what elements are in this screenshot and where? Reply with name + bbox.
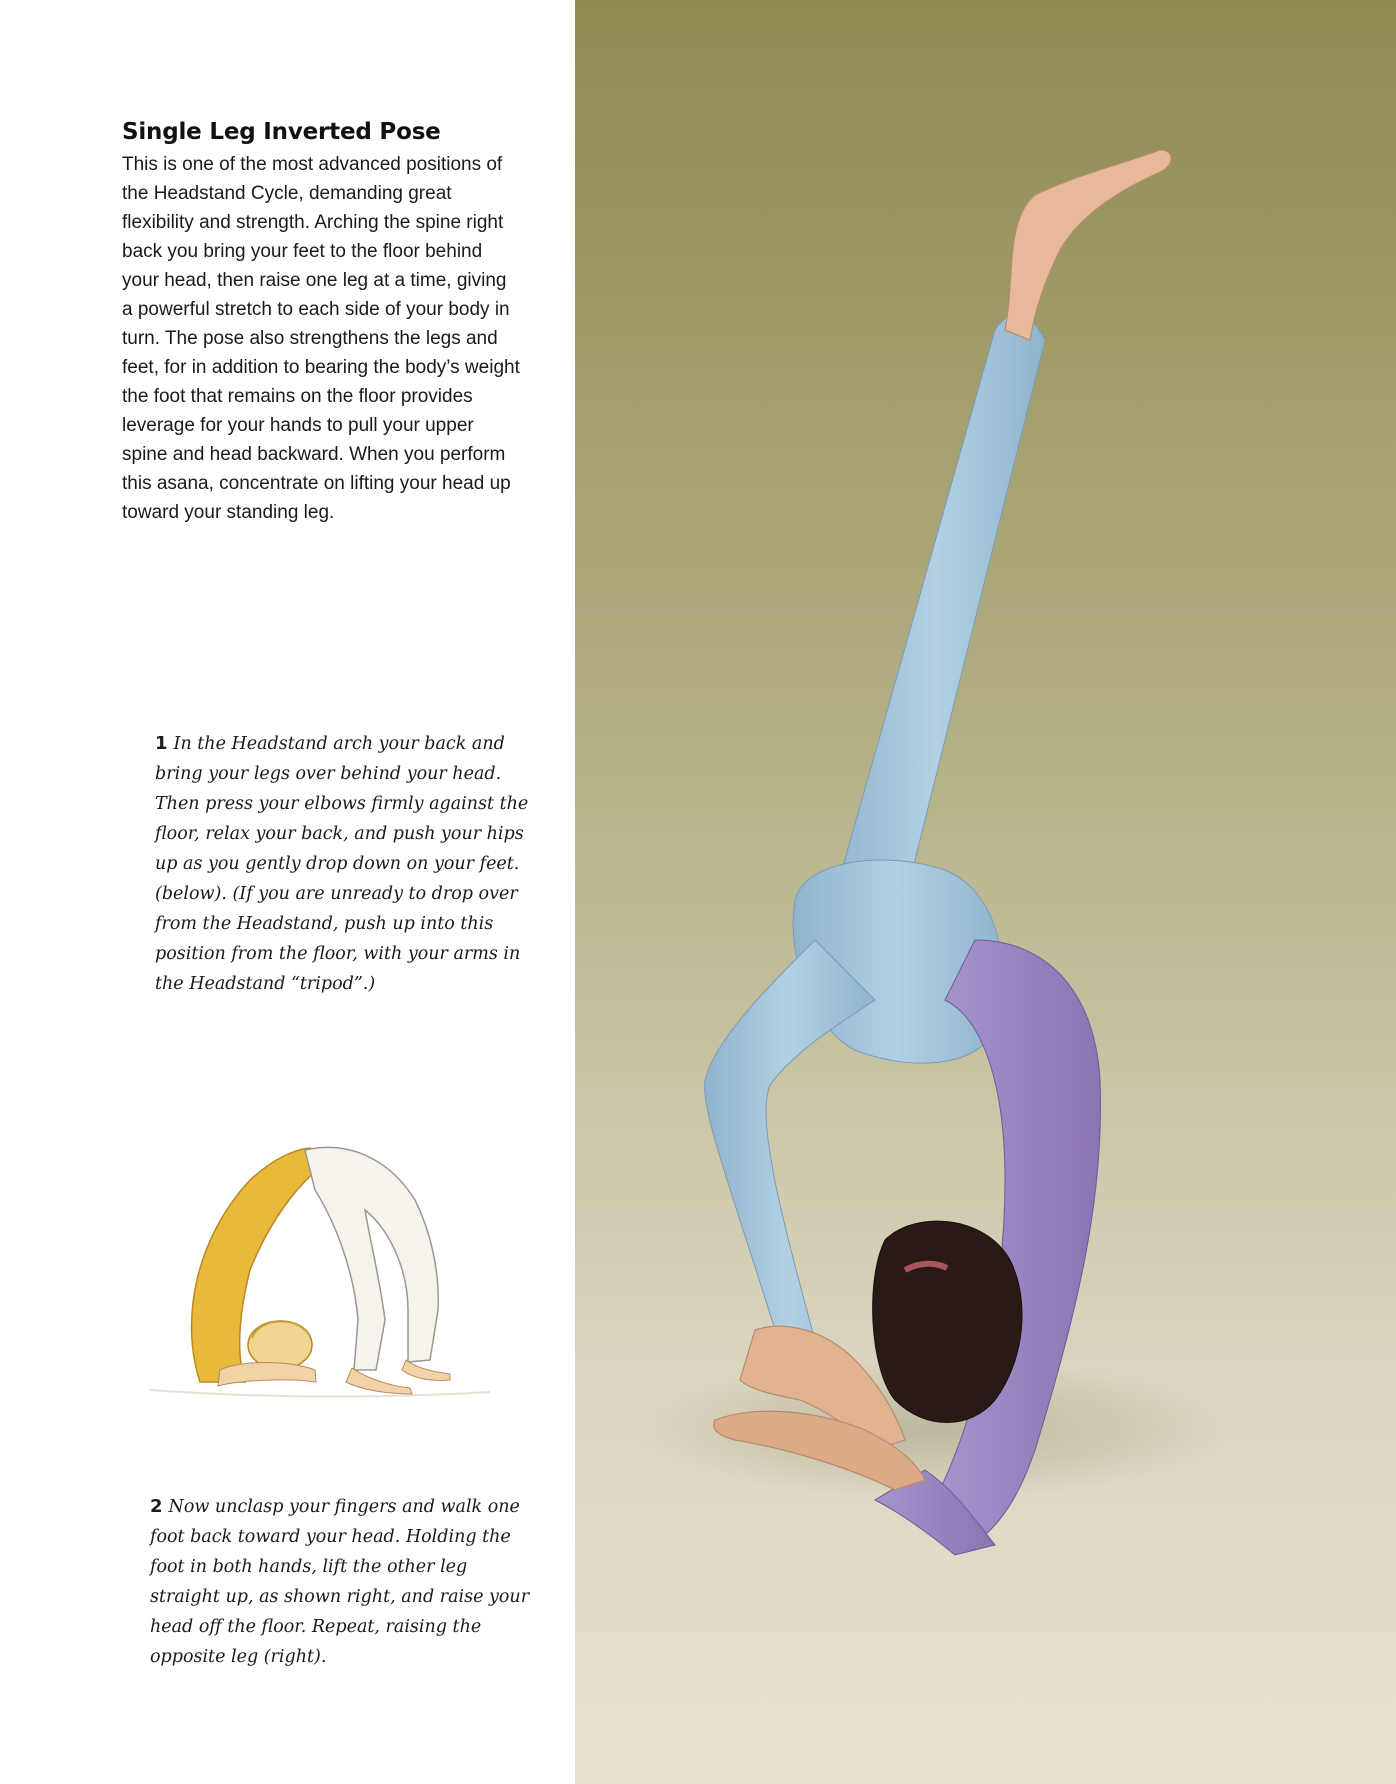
step-1-caption [155, 729, 535, 999]
text-column [0, 0, 575, 1784]
step-2-number: 2 [150, 1496, 163, 1517]
article-intro: This is one of the most advanced positions of the Headstand Cycle, demanding great flexibility and strength. Arching the spine right back you bring your feet to the floor behind your head, then raise one leg at a time, giving a powerful stretch to each side of your body in turn. The pose also strengthens the legs and feet, for in addition to bearing the body’s weight the foot that remains on the floor provides leverage for your hands to pull your upper spine and head backward. When you perform this asana, concentrate on lifting your head up toward your standing leg. [122, 154, 520, 523]
step-2-caption [150, 1492, 535, 1672]
step-1-text: In the Headstand arch your back and bring your legs over behind your head. Then press your elbows firmly against the floor, relax your back, and push your hips up as you gently drop down on your feet. (below). (If you are unready to drop over from the Headstand, push up into this position from the floor, with your arms in the Headstand “tripod”.) [155, 734, 529, 994]
step-1-number: 1 [155, 733, 168, 754]
yoga-photo [575, 0, 1396, 1784]
article-title: Single Leg Inverted Pose [122, 119, 441, 145]
step-2-text: Now unclasp your fingers and walk one foot back toward your head. Holding the foot in both hands, lift the other leg straight up, as shown right, and raise your head off the floor. Repeat, raising the opposite leg (right). [150, 1497, 530, 1667]
pose-sketch-illustration [140, 1120, 510, 1420]
